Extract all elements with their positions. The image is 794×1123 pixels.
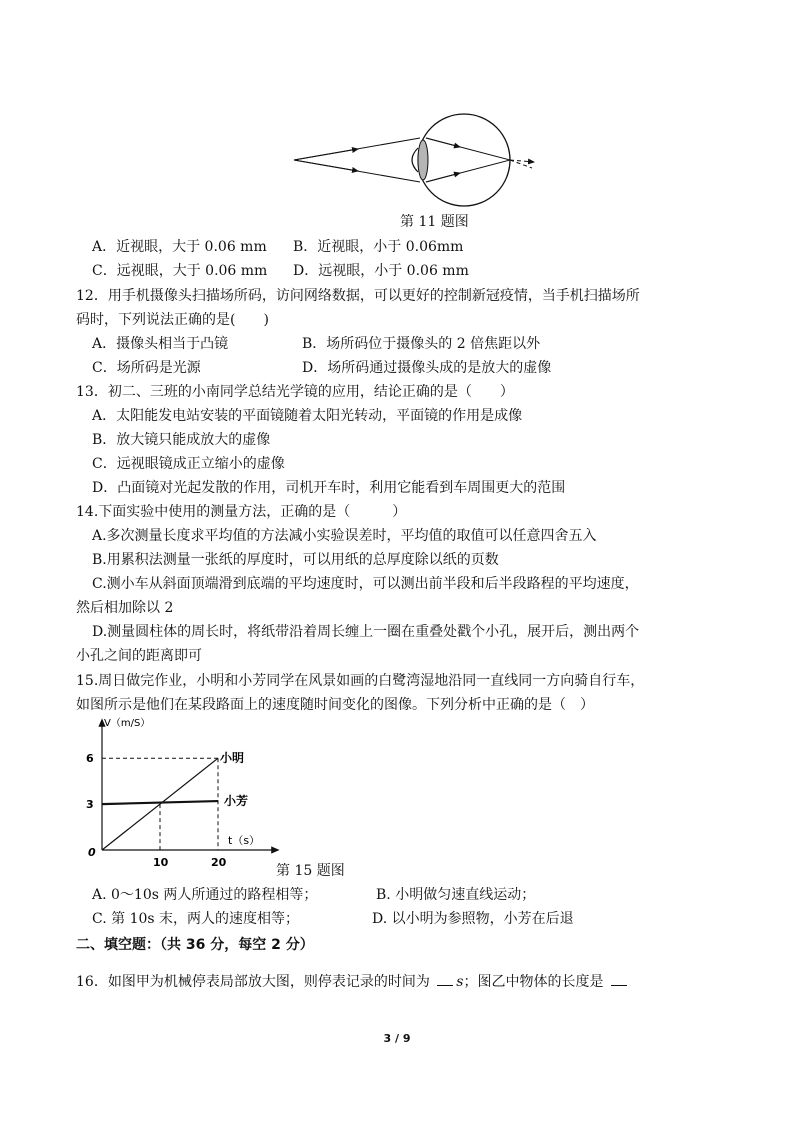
q16-blank-time (437, 973, 453, 986)
q16-part2: ；图乙中物体的长度是 (463, 974, 604, 990)
x-axis-label: t（s） (228, 834, 261, 847)
q16-unit: s (456, 974, 464, 990)
q15-stem-line1: 15.周日做完作业，小明和小芳同学在风景如画的白鹭湾湿地沿同一直线同一方向骑自行车， (76, 673, 645, 689)
velocity-time-chart (76, 712, 286, 872)
q15-option-c: C. 第 10s 末，两人的速度相等； (92, 911, 300, 927)
q11-caption: 第 11 题图 (400, 214, 469, 230)
origin-label: 0 (88, 846, 96, 859)
q16-stem (76, 973, 630, 991)
q12-stem-line2: 码时，下列说法正确的是( ) (76, 312, 269, 328)
q15-option-a: A. 0～10s 两人所通过的路程相等； (92, 887, 318, 903)
q14-option-a: A.多次测量长度求平均值的方法减小实验误差时，平均值的取值可以任意四舍五入 (92, 528, 597, 544)
q16-part1: 16．如图甲为机械停表局部放大图，则停表记录的时间为 (76, 974, 430, 990)
y-tick-label-6: 6 (86, 752, 94, 766)
q11-option-d: D．远视眼，小于 0.06 mm (293, 263, 469, 279)
eye-diagram (288, 112, 540, 212)
series-line-xiaofang (102, 801, 218, 804)
q12-option-d: D．场所码通过摄像头成的是放大的虚像 (302, 360, 552, 376)
series-label-xiaoming: 小明 (220, 751, 245, 766)
cornea (412, 148, 418, 172)
section-2-heading: 二、填空题：（共 36 分，每空 2 分） (76, 937, 314, 953)
y-tick-label-3: 3 (86, 798, 94, 812)
lens (418, 140, 428, 180)
q14-option-c-line2: 然后相加除以 2 (76, 600, 174, 616)
eyeball (418, 114, 510, 206)
q13-option-c: C．远视眼镜成正立缩小的虚像 (92, 456, 285, 472)
series-label-xiaofang: 小芳 (224, 794, 249, 809)
q13-option-a: A．太阳能发电站安装的平面镜随着太阳光转动，平面镜的作用是成像 (92, 408, 523, 424)
q15-caption: 第 15 题图 (276, 863, 345, 879)
q14-stem: 14.下面实验中使用的测量方法，正确的是（ ） (76, 504, 407, 520)
q11-option-c: C．远视眼，大于 0.06 mm (92, 263, 268, 279)
q13-option-d: D．凸面镜对光起发散的作用，司机开车时，利用它能看到车周围更大的范围 (92, 480, 566, 496)
x-tick-label-20: 20 (211, 856, 227, 869)
y-axis-label: V（m/S） (104, 718, 151, 729)
q16-blank-length (611, 973, 627, 986)
q14-option-d-line2: 小孔之间的距离即可 (76, 648, 202, 664)
x-tick-label-10: 10 (153, 856, 169, 869)
q11-option-a: A．近视眼，大于 0.06 mm (92, 239, 267, 255)
q15-option-d: D. 以小明为参照物，小芳在后退 (372, 911, 574, 927)
q15-option-b: B. 小明做匀速直线运动； (376, 887, 536, 903)
q13-option-b: B．放大镜只能成放大的虚像 (92, 432, 271, 448)
q12-option-a: A．摄像头相当于凸镜 (92, 336, 229, 352)
page-number: 3 / 9 (383, 1032, 411, 1045)
q12-stem-line1: 12．用手机摄像头扫描场所码，访问网络数据，可以更好的控制新冠疫情，当手机扫描场所 (76, 288, 640, 304)
q12-option-b: B．场所码位于摄像头的 2 倍焦距以外 (302, 336, 541, 352)
q15-stem-line2: 如图所示是他们在某段路面上的速度随时间变化的图像。下列分析中正确的是（ ） (76, 697, 594, 713)
q14-option-b: B.用累积法测量一张纸的厚度时，可以用纸的总厚度除以纸的页数 (92, 552, 499, 568)
q11-option-b: B．近视眼，小于 0.06mm (293, 239, 464, 255)
q14-option-c-line1: C.测小车从斜面顶端滑到底端的平均速度时，可以测出前半段和后半段路程的平均速度， (92, 576, 639, 592)
q13-stem: 13．初二、三班的小南同学总结光学镜的应用，结论正确的是（ ） (76, 384, 514, 400)
q12-option-c: C．场所码是光源 (92, 360, 201, 376)
q14-option-d-line1: D.测量圆柱体的周长时，将纸带沿着周长缠上一圈在重叠处戳个小孔，展开后，测出两个 (92, 624, 640, 640)
